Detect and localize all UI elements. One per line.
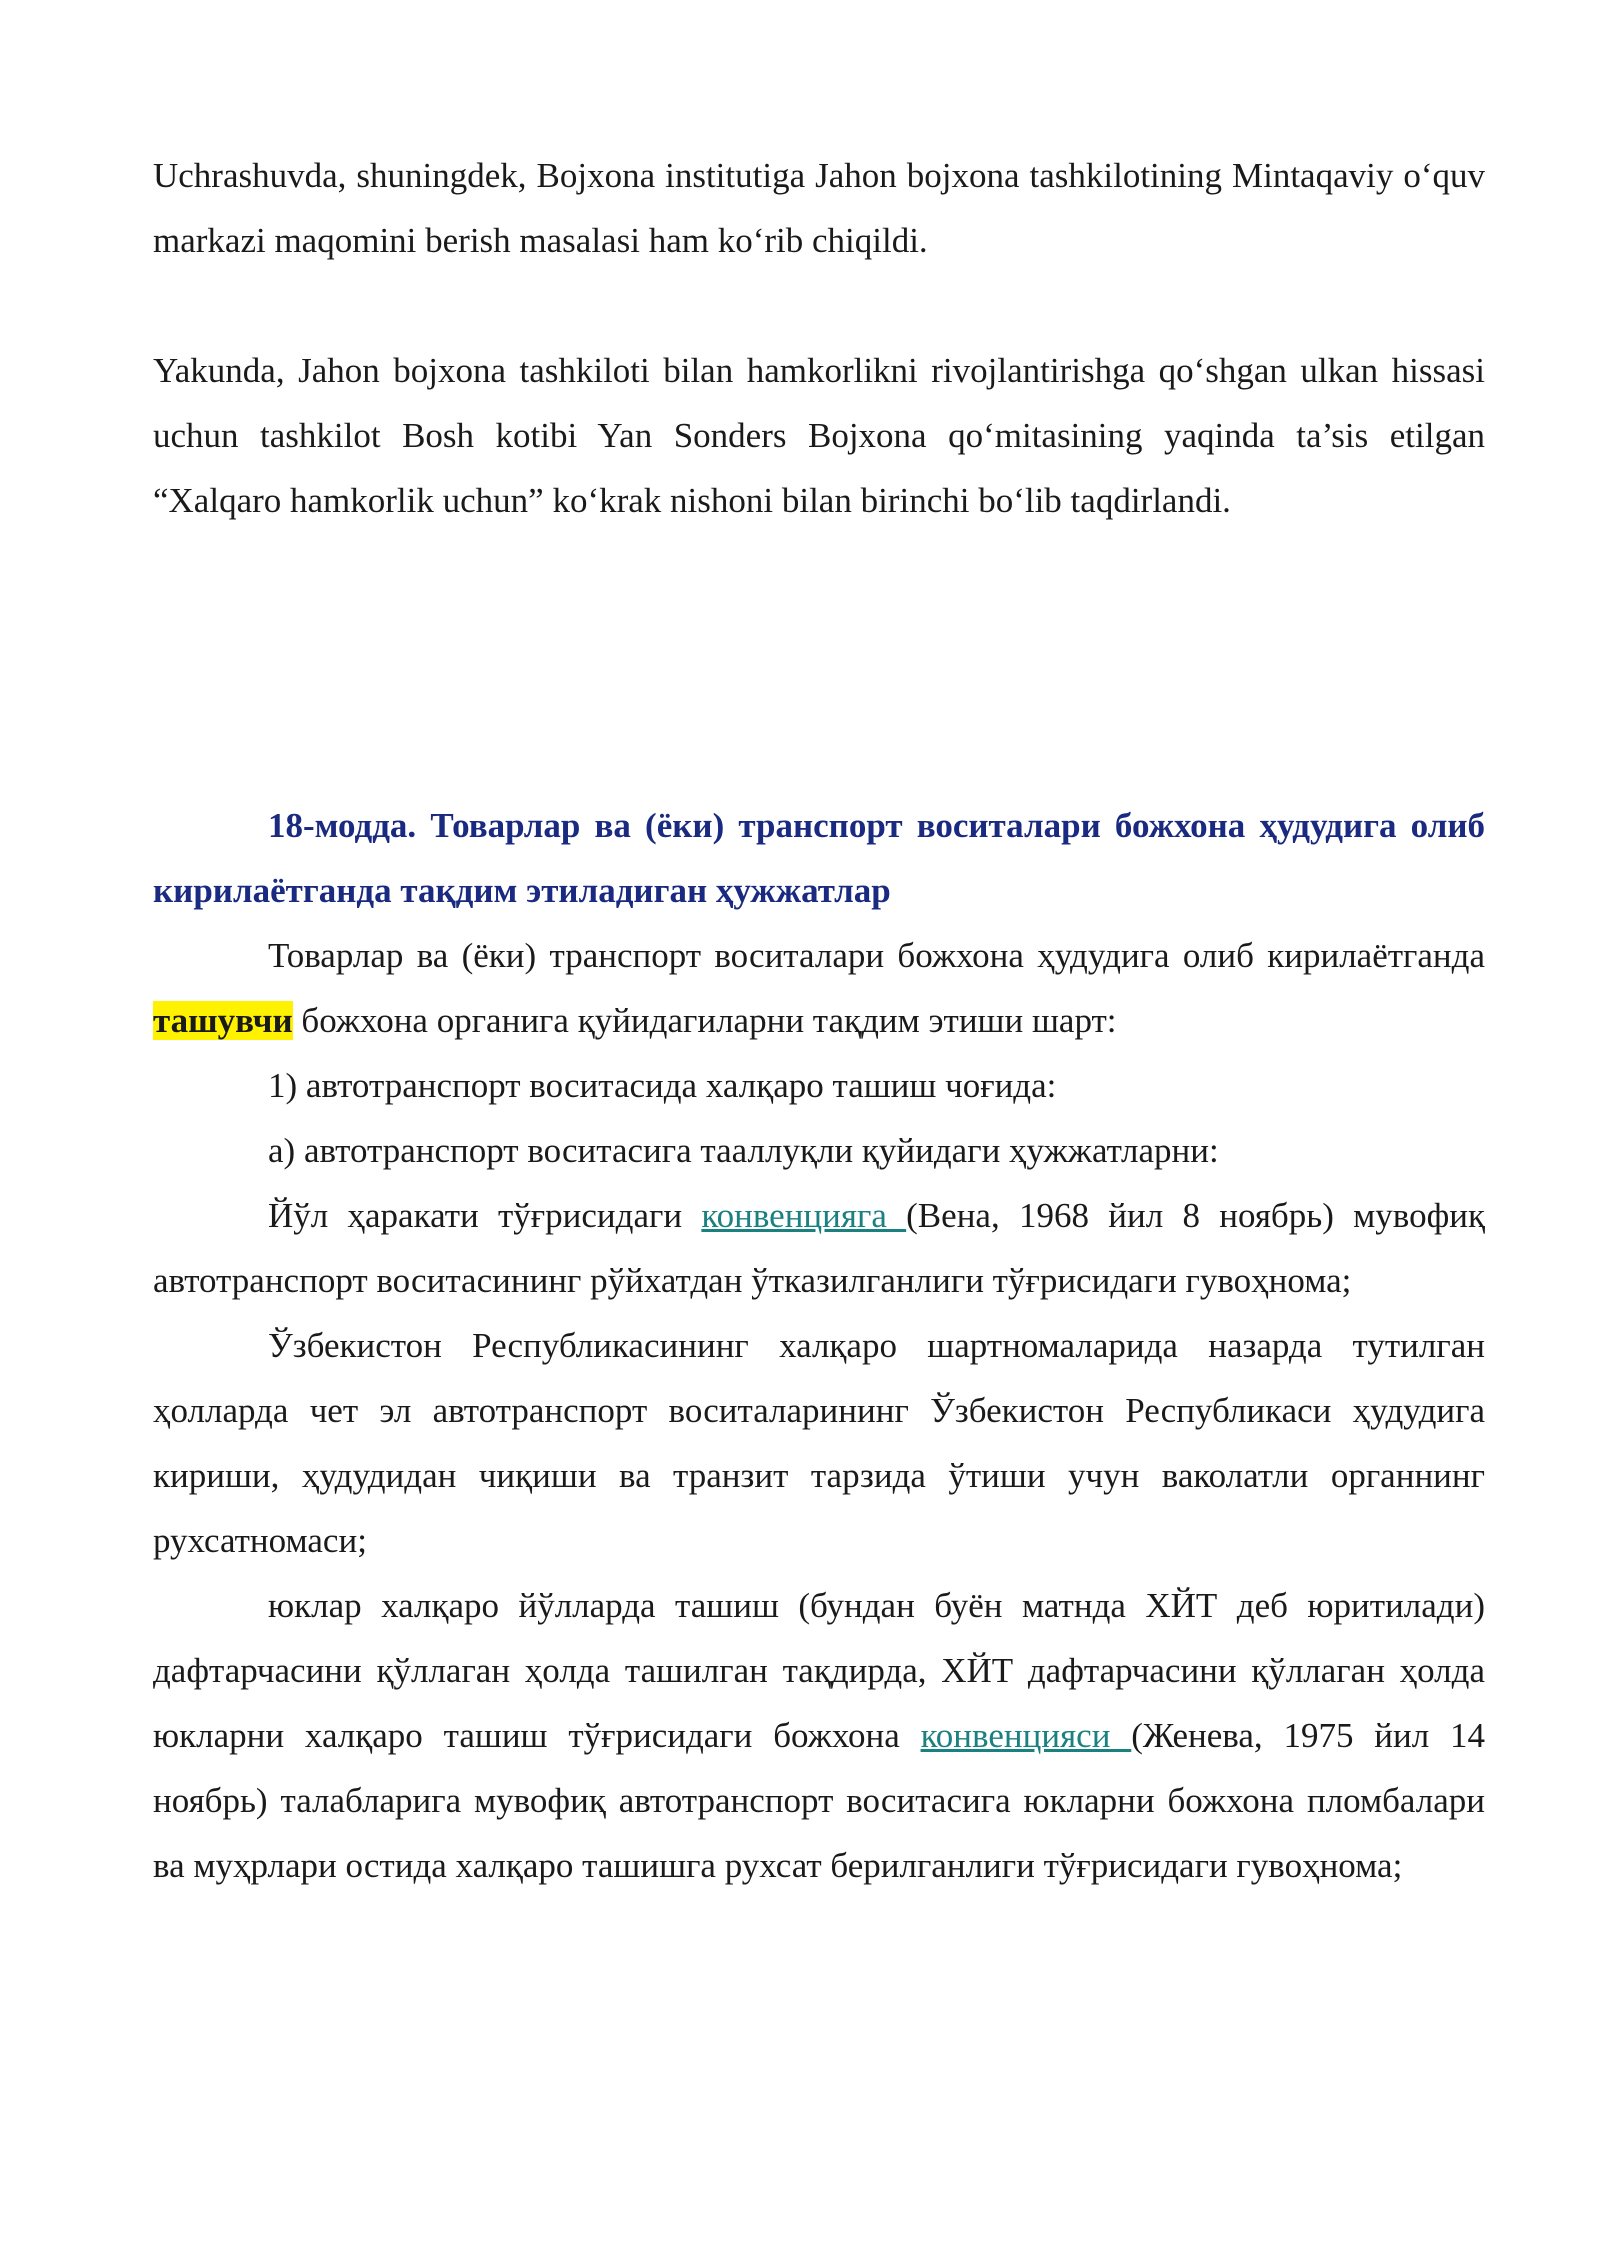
- paragraph-text: юклар халқаро йўлларда ташиш (бундан буён матнда ХЙТ деб юритилади) дафтарчасини қўллаган ҳолда ташилган тақдирда, ХЙТ дафтарчасини қўллаган ҳолда юкларни халқаро ташиш тўғрисидаги божхона: [153, 1586, 1485, 1755]
- article-paragraph-2: 1) автотранспорт воситасида халқаро ташиш чоғида:: [268, 1066, 1057, 1105]
- article-paragraph-4: [153, 1183, 1485, 1313]
- article-paragraph-6: [153, 1573, 1485, 1898]
- article-heading: 18-модда. Товарлар ва (ёки) транспорт воситалари божхона ҳудудига олиб кирилаётганда тақдим этиладиган ҳужжатлар: [153, 806, 1485, 910]
- intro-paragraph-2: Yakunda, Jahon bojxona tashkiloti bilan hamkorlikni rivojlantirishga qo‘shgan ulkan hissasi uchun tashkilot Bosh kotibi Yan Sonders Bojxona qo‘mitasining yaqinda ta’sis etilgan “Xalqaro hamkorlik uchun” ko‘krak nishoni bilan birinchi bo‘lib taqdirlandi.: [153, 351, 1485, 520]
- article-paragraph-5: Ўзбекистон Республикасининг халқаро шартномаларида назарда тутилган ҳолларда чет эл автотранспорт воситаларининг Ўзбекистон Республикаси ҳудудига кириши, ҳудудидан чиқиши ва транзит тарзида ўтиши учун ваколатли органнинг рухсатномаси;: [153, 1326, 1485, 1560]
- geneva-convention-link[interactable]: конвенцияси: [920, 1716, 1132, 1755]
- article-paragraph-3: а) автотранспорт воситасига тааллуқли қуйидаги ҳужжатларни:: [268, 1131, 1219, 1170]
- article-paragraph-1: [153, 923, 1485, 1053]
- paragraph-text: божхона органига қуйидагиларни тақдим этиши шарт:: [292, 1001, 1117, 1040]
- vienna-convention-link[interactable]: конвенцияга: [701, 1196, 907, 1235]
- paragraph-text: (Женева, 1975 йил 14 ноябрь) талабларига мувофиқ автотранспорт воситасига юкларни божхона пломбалари ва муҳрлари остида халқаро ташишга рухсат берилганлиги тўғрисидаги гувоҳнома;: [153, 1716, 1485, 1885]
- paragraph-text: Йўл ҳаракати тўғрисидаги: [268, 1196, 702, 1235]
- highlighted-term: ташувчи: [153, 1001, 293, 1040]
- article-body: [153, 923, 1485, 1898]
- paragraph-text: Товарлар ва (ёки) транспорт воситалари божхона ҳудудига олиб кирилаётганда: [268, 936, 1485, 975]
- intro-paragraph-1: Uchrashuvda, shuningdek, Bojxona institutiga Jahon bojxona tashkilotining Mintaqaviy o‘quv markazi maqomini berish masalasi ham ko‘rib chiqildi.: [153, 156, 1485, 260]
- paragraph-text: (Вена, 1968 йил 8 ноябрь) мувофиқ автотранспорт воситасининг рўйхатдан ўтказилганлиги тўғрисидаги гувоҳнома;: [153, 1196, 1485, 1300]
